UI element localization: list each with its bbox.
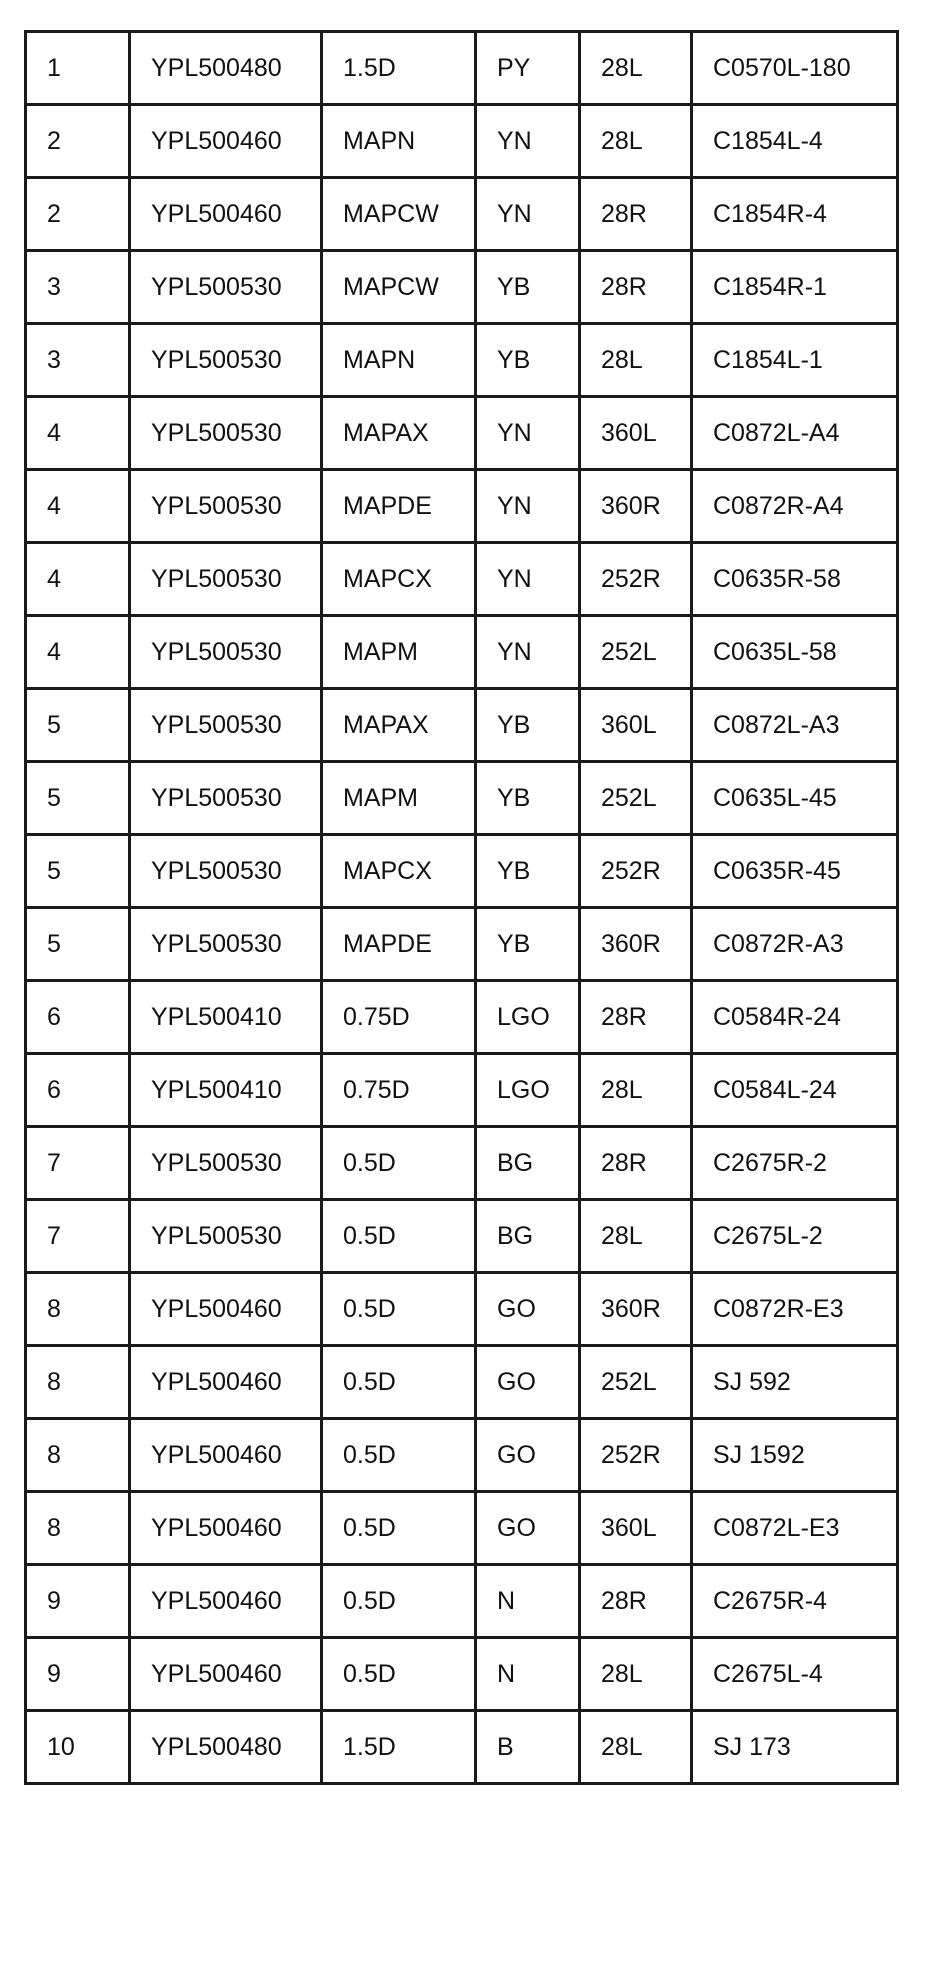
cell-reference: SJ 592 <box>692 1346 898 1419</box>
cell-color-code: YN <box>476 616 580 689</box>
cell-type: 0.5D <box>322 1346 476 1419</box>
cell-index: 5 <box>26 835 130 908</box>
cell-type: 0.5D <box>322 1200 476 1273</box>
cell-size: 360L <box>580 689 692 762</box>
cell-reference: C1854R-4 <box>692 178 898 251</box>
table-row <box>26 689 898 762</box>
table-row <box>26 543 898 616</box>
cell-part-number: YPL500410 <box>130 1054 322 1127</box>
cell-index: 9 <box>26 1565 130 1638</box>
cell-reference: C0872L-E3 <box>692 1492 898 1565</box>
cell-index: 6 <box>26 981 130 1054</box>
cell-type: 0.5D <box>322 1565 476 1638</box>
cell-reference: C0872L-A4 <box>692 397 898 470</box>
cell-part-number: YPL500460 <box>130 1638 322 1711</box>
cell-reference: C0635L-58 <box>692 616 898 689</box>
cell-reference: C0635R-58 <box>692 543 898 616</box>
cell-reference: C2675R-4 <box>692 1565 898 1638</box>
cell-type: 0.75D <box>322 1054 476 1127</box>
cell-size: 360R <box>580 470 692 543</box>
cell-size: 28L <box>580 1711 692 1784</box>
cell-color-code: LGO <box>476 1054 580 1127</box>
cell-index: 9 <box>26 1638 130 1711</box>
cell-size: 252L <box>580 1346 692 1419</box>
table-row <box>26 762 898 835</box>
cell-color-code: PY <box>476 32 580 105</box>
cell-color-code: GO <box>476 1273 580 1346</box>
cell-color-code: GO <box>476 1419 580 1492</box>
table-row <box>26 1492 898 1565</box>
cell-reference: C0570L-180 <box>692 32 898 105</box>
cell-type: MAPAX <box>322 689 476 762</box>
cell-part-number: YPL500410 <box>130 981 322 1054</box>
cell-part-number: YPL500460 <box>130 1492 322 1565</box>
cell-color-code: GO <box>476 1492 580 1565</box>
table-row <box>26 1419 898 1492</box>
cell-index: 4 <box>26 470 130 543</box>
cell-index: 1 <box>26 32 130 105</box>
cell-index: 8 <box>26 1346 130 1419</box>
cell-size: 360L <box>580 397 692 470</box>
cell-part-number: YPL500530 <box>130 835 322 908</box>
cell-type: 0.5D <box>322 1127 476 1200</box>
cell-color-code: YN <box>476 543 580 616</box>
cell-part-number: YPL500460 <box>130 1346 322 1419</box>
cell-size: 252L <box>580 616 692 689</box>
table-row <box>26 32 898 105</box>
cell-type: 1.5D <box>322 32 476 105</box>
cell-index: 2 <box>26 105 130 178</box>
table-row <box>26 908 898 981</box>
cell-index: 2 <box>26 178 130 251</box>
cell-part-number: YPL500530 <box>130 908 322 981</box>
cell-color-code: YB <box>476 762 580 835</box>
cell-part-number: YPL500530 <box>130 1127 322 1200</box>
cell-index: 5 <box>26 762 130 835</box>
cell-type: MAPN <box>322 105 476 178</box>
cell-reference: SJ 1592 <box>692 1419 898 1492</box>
cell-color-code: YB <box>476 908 580 981</box>
cell-size: 252R <box>580 543 692 616</box>
cell-size: 28L <box>580 1638 692 1711</box>
cell-index: 7 <box>26 1127 130 1200</box>
cell-size: 28R <box>580 178 692 251</box>
table-row <box>26 251 898 324</box>
cell-reference: C0635L-45 <box>692 762 898 835</box>
cell-type: MAPCW <box>322 251 476 324</box>
table-row <box>26 1711 898 1784</box>
cell-size: 28R <box>580 981 692 1054</box>
cell-index: 5 <box>26 908 130 981</box>
cell-reference: C1854L-1 <box>692 324 898 397</box>
cell-part-number: YPL500530 <box>130 324 322 397</box>
cell-index: 5 <box>26 689 130 762</box>
cell-part-number: YPL500460 <box>130 178 322 251</box>
cell-color-code: N <box>476 1565 580 1638</box>
cell-type: 0.5D <box>322 1273 476 1346</box>
cell-size: 28L <box>580 1200 692 1273</box>
cell-index: 6 <box>26 1054 130 1127</box>
cell-part-number: YPL500530 <box>130 251 322 324</box>
cell-size: 252R <box>580 835 692 908</box>
table-row <box>26 1565 898 1638</box>
table-row <box>26 1127 898 1200</box>
table-row <box>26 324 898 397</box>
cell-reference: C2675L-2 <box>692 1200 898 1273</box>
cell-type: 0.75D <box>322 981 476 1054</box>
cell-color-code: GO <box>476 1346 580 1419</box>
cell-reference: C2675L-4 <box>692 1638 898 1711</box>
cell-part-number: YPL500480 <box>130 32 322 105</box>
cell-type: 0.5D <box>322 1419 476 1492</box>
cell-index: 8 <box>26 1273 130 1346</box>
cell-part-number: YPL500530 <box>130 470 322 543</box>
cell-size: 28R <box>580 1127 692 1200</box>
cell-index: 7 <box>26 1200 130 1273</box>
table-row <box>26 616 898 689</box>
table-row <box>26 981 898 1054</box>
table-row <box>26 470 898 543</box>
cell-part-number: YPL500460 <box>130 1419 322 1492</box>
data-table <box>24 30 899 1785</box>
cell-type: MAPCX <box>322 543 476 616</box>
cell-index: 8 <box>26 1492 130 1565</box>
cell-color-code: BG <box>476 1127 580 1200</box>
cell-color-code: YN <box>476 178 580 251</box>
cell-part-number: YPL500530 <box>130 543 322 616</box>
table-row <box>26 1273 898 1346</box>
cell-reference: C0872L-A3 <box>692 689 898 762</box>
cell-size: 360L <box>580 1492 692 1565</box>
cell-reference: C0584L-24 <box>692 1054 898 1127</box>
cell-reference: C0635R-45 <box>692 835 898 908</box>
cell-index: 4 <box>26 397 130 470</box>
cell-reference: C1854L-4 <box>692 105 898 178</box>
cell-index: 4 <box>26 543 130 616</box>
cell-color-code: YN <box>476 105 580 178</box>
cell-type: MAPCX <box>322 835 476 908</box>
cell-index: 4 <box>26 616 130 689</box>
cell-color-code: BG <box>476 1200 580 1273</box>
cell-part-number: YPL500460 <box>130 1565 322 1638</box>
cell-reference: C0872R-E3 <box>692 1273 898 1346</box>
cell-size: 28L <box>580 32 692 105</box>
cell-size: 360R <box>580 1273 692 1346</box>
cell-color-code: N <box>476 1638 580 1711</box>
cell-reference: C0584R-24 <box>692 981 898 1054</box>
cell-type: 1.5D <box>322 1711 476 1784</box>
cell-color-code: YB <box>476 689 580 762</box>
cell-color-code: YB <box>476 835 580 908</box>
table-row <box>26 105 898 178</box>
cell-type: MAPCW <box>322 178 476 251</box>
table-row <box>26 397 898 470</box>
cell-size: 360R <box>580 908 692 981</box>
cell-type: MAPDE <box>322 470 476 543</box>
cell-reference: C0872R-A4 <box>692 470 898 543</box>
cell-size: 28R <box>580 1565 692 1638</box>
cell-type: MAPM <box>322 616 476 689</box>
cell-color-code: LGO <box>476 981 580 1054</box>
cell-reference: C1854R-1 <box>692 251 898 324</box>
cell-reference: SJ 173 <box>692 1711 898 1784</box>
cell-size: 28R <box>580 251 692 324</box>
cell-part-number: YPL500530 <box>130 762 322 835</box>
table-body <box>26 32 898 1784</box>
table-row <box>26 835 898 908</box>
cell-color-code: YN <box>476 470 580 543</box>
cell-type: MAPM <box>322 762 476 835</box>
cell-size: 28L <box>580 1054 692 1127</box>
cell-index: 10 <box>26 1711 130 1784</box>
cell-index: 3 <box>26 251 130 324</box>
table-row <box>26 1638 898 1711</box>
cell-part-number: YPL500530 <box>130 689 322 762</box>
cell-reference: C0872R-A3 <box>692 908 898 981</box>
cell-size: 28L <box>580 105 692 178</box>
cell-index: 8 <box>26 1419 130 1492</box>
cell-type: 0.5D <box>322 1492 476 1565</box>
cell-part-number: YPL500460 <box>130 105 322 178</box>
cell-size: 252L <box>580 762 692 835</box>
cell-color-code: YN <box>476 397 580 470</box>
cell-index: 3 <box>26 324 130 397</box>
table-row <box>26 1200 898 1273</box>
table-row <box>26 1054 898 1127</box>
cell-type: MAPN <box>322 324 476 397</box>
cell-size: 28L <box>580 324 692 397</box>
cell-color-code: B <box>476 1711 580 1784</box>
cell-color-code: YB <box>476 251 580 324</box>
cell-type: MAPDE <box>322 908 476 981</box>
cell-type: MAPAX <box>322 397 476 470</box>
cell-part-number: YPL500460 <box>130 1273 322 1346</box>
cell-size: 252R <box>580 1419 692 1492</box>
table-row <box>26 1346 898 1419</box>
cell-part-number: YPL500530 <box>130 616 322 689</box>
table-row <box>26 178 898 251</box>
cell-color-code: YB <box>476 324 580 397</box>
cell-type: 0.5D <box>322 1638 476 1711</box>
cell-part-number: YPL500480 <box>130 1711 322 1784</box>
cell-part-number: YPL500530 <box>130 397 322 470</box>
cell-part-number: YPL500530 <box>130 1200 322 1273</box>
cell-reference: C2675R-2 <box>692 1127 898 1200</box>
